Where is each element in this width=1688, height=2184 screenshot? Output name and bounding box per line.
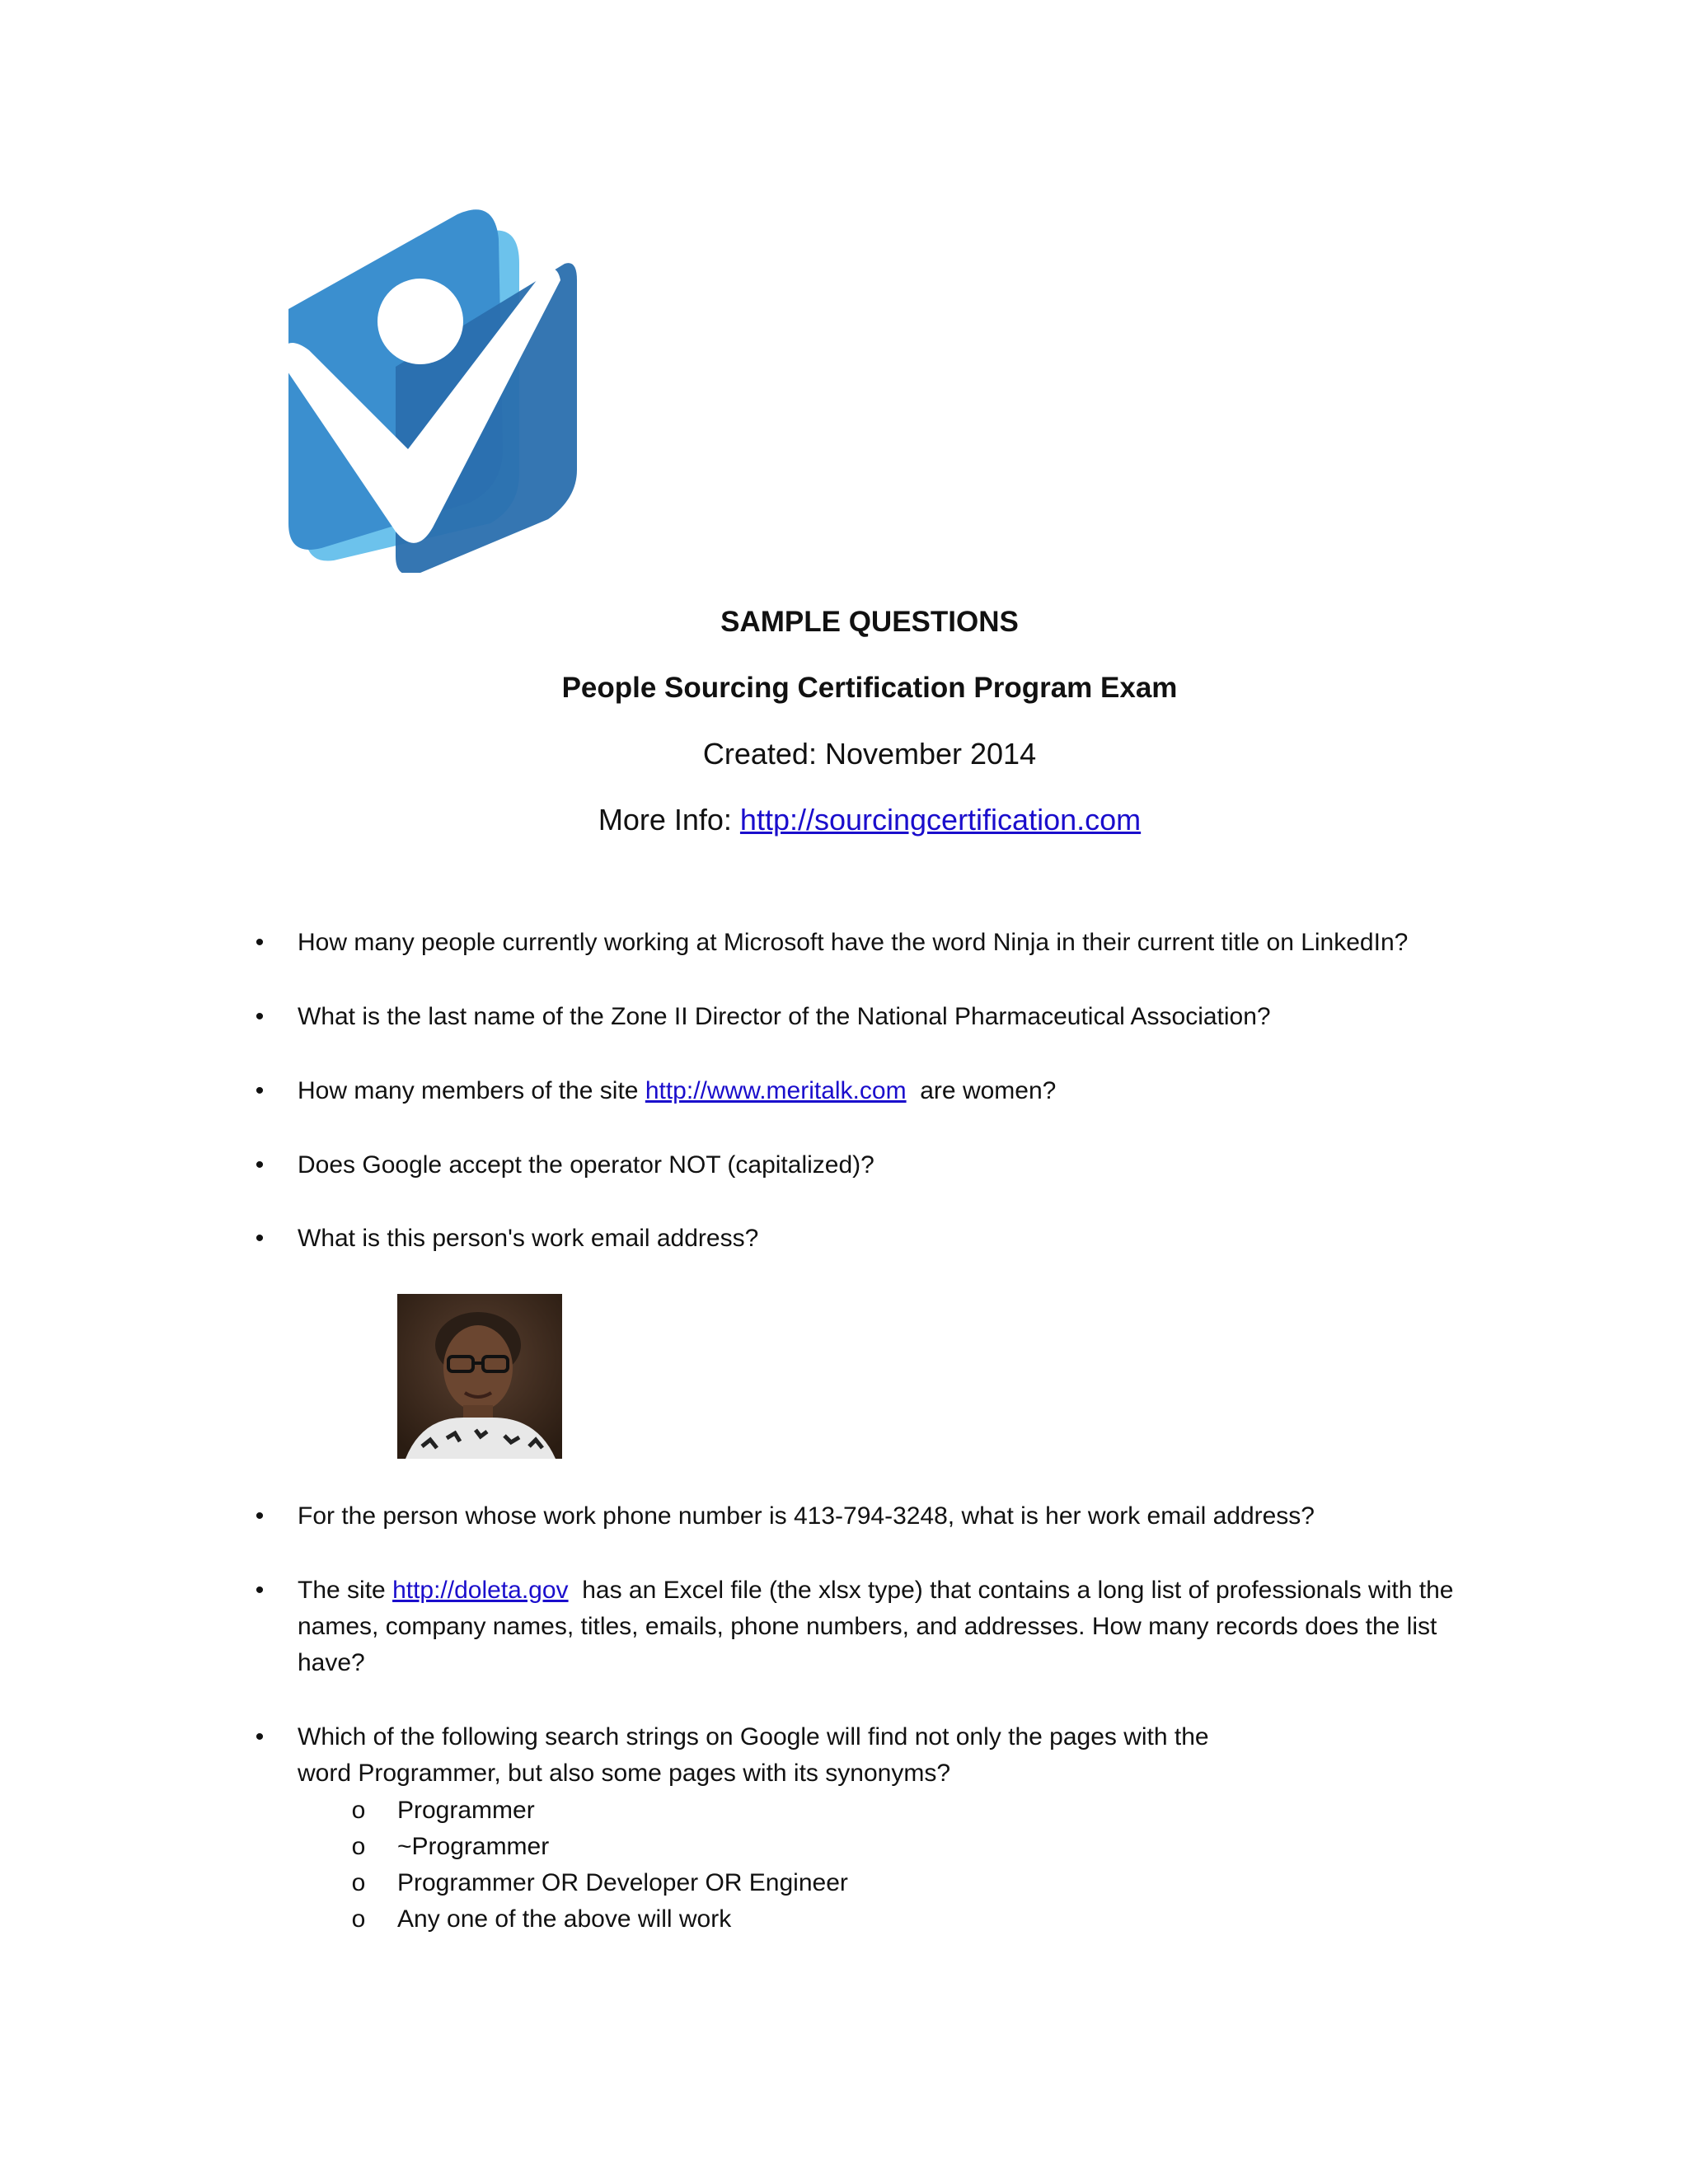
option-marker-icon: o	[351, 1905, 366, 1933]
question-text: How many people currently working at Microsoft have the word Ninja in their current title on LinkedIn?	[298, 929, 1409, 956]
bullet-icon: •	[255, 1723, 265, 1750]
page-subtitle: People Sourcing Certification Program Exam	[561, 672, 1178, 704]
question-text-before-link: How many members of the site	[298, 1077, 645, 1104]
document-header	[0, 589, 1688, 853]
question-text	[298, 1572, 1509, 1681]
option-marker-icon: o	[351, 1833, 366, 1860]
bullet-icon: •	[255, 1151, 265, 1179]
person-portrait-photo	[397, 1294, 562, 1459]
question-text: What is this person's work email address?	[298, 1225, 759, 1252]
more-info-line	[0, 787, 1688, 853]
meritalk-link[interactable]: http://www.meritalk.com	[645, 1077, 907, 1104]
page-title: SAMPLE QUESTIONS	[720, 606, 1019, 638]
bullet-icon: •	[255, 1577, 265, 1604]
created-date: Created: November 2014	[702, 737, 1037, 771]
question-text-after-link: has an Excel file (the xlsx type) that contains a long list of professionals with the names, company names, titles, emails, phone numbers, and addresses. How many records does the list have?	[298, 1577, 1461, 1676]
person-v-logo-icon	[272, 202, 585, 573]
bullet-icon: •	[255, 1003, 265, 1030]
question-text	[298, 1073, 1509, 1109]
question-text: For the person whose work phone number is 413-794-3248, what is her work email address?	[298, 1502, 1315, 1530]
option-label: Programmer	[397, 1797, 535, 1824]
option-marker-icon: o	[351, 1869, 366, 1896]
question-text-line2: word Programmer, but also some pages with its synonyms?	[298, 1760, 950, 1787]
question-text: What is the last name of the Zone II Director of the National Pharmaceutical Association?	[298, 1003, 1271, 1030]
more-info-link[interactable]: http://sourcingcertification.com	[739, 803, 1142, 837]
option-label: Programmer OR Developer OR Engineer	[397, 1869, 848, 1896]
more-info-label: More Info:	[598, 803, 740, 837]
option-label: Any one of the above will work	[397, 1905, 732, 1933]
option-marker-icon: o	[351, 1797, 366, 1824]
bullet-icon: •	[255, 929, 265, 956]
question-text: Does Google accept the operator NOT (capitalized)?	[298, 1151, 874, 1179]
question-text-after-link: are women?	[906, 1077, 1057, 1104]
bullet-icon: •	[255, 1225, 265, 1252]
bullet-icon: •	[255, 1502, 265, 1530]
option-label: ~Programmer	[397, 1833, 550, 1860]
bullet-icon: •	[255, 1077, 265, 1104]
question-text-line1: Which of the following search strings on Google will find not only the pages with the	[298, 1723, 1209, 1750]
question-text	[298, 1719, 1509, 1792]
doleta-link[interactable]: http://doleta.gov	[392, 1577, 569, 1604]
question-text-before-link: The site	[298, 1577, 393, 1604]
